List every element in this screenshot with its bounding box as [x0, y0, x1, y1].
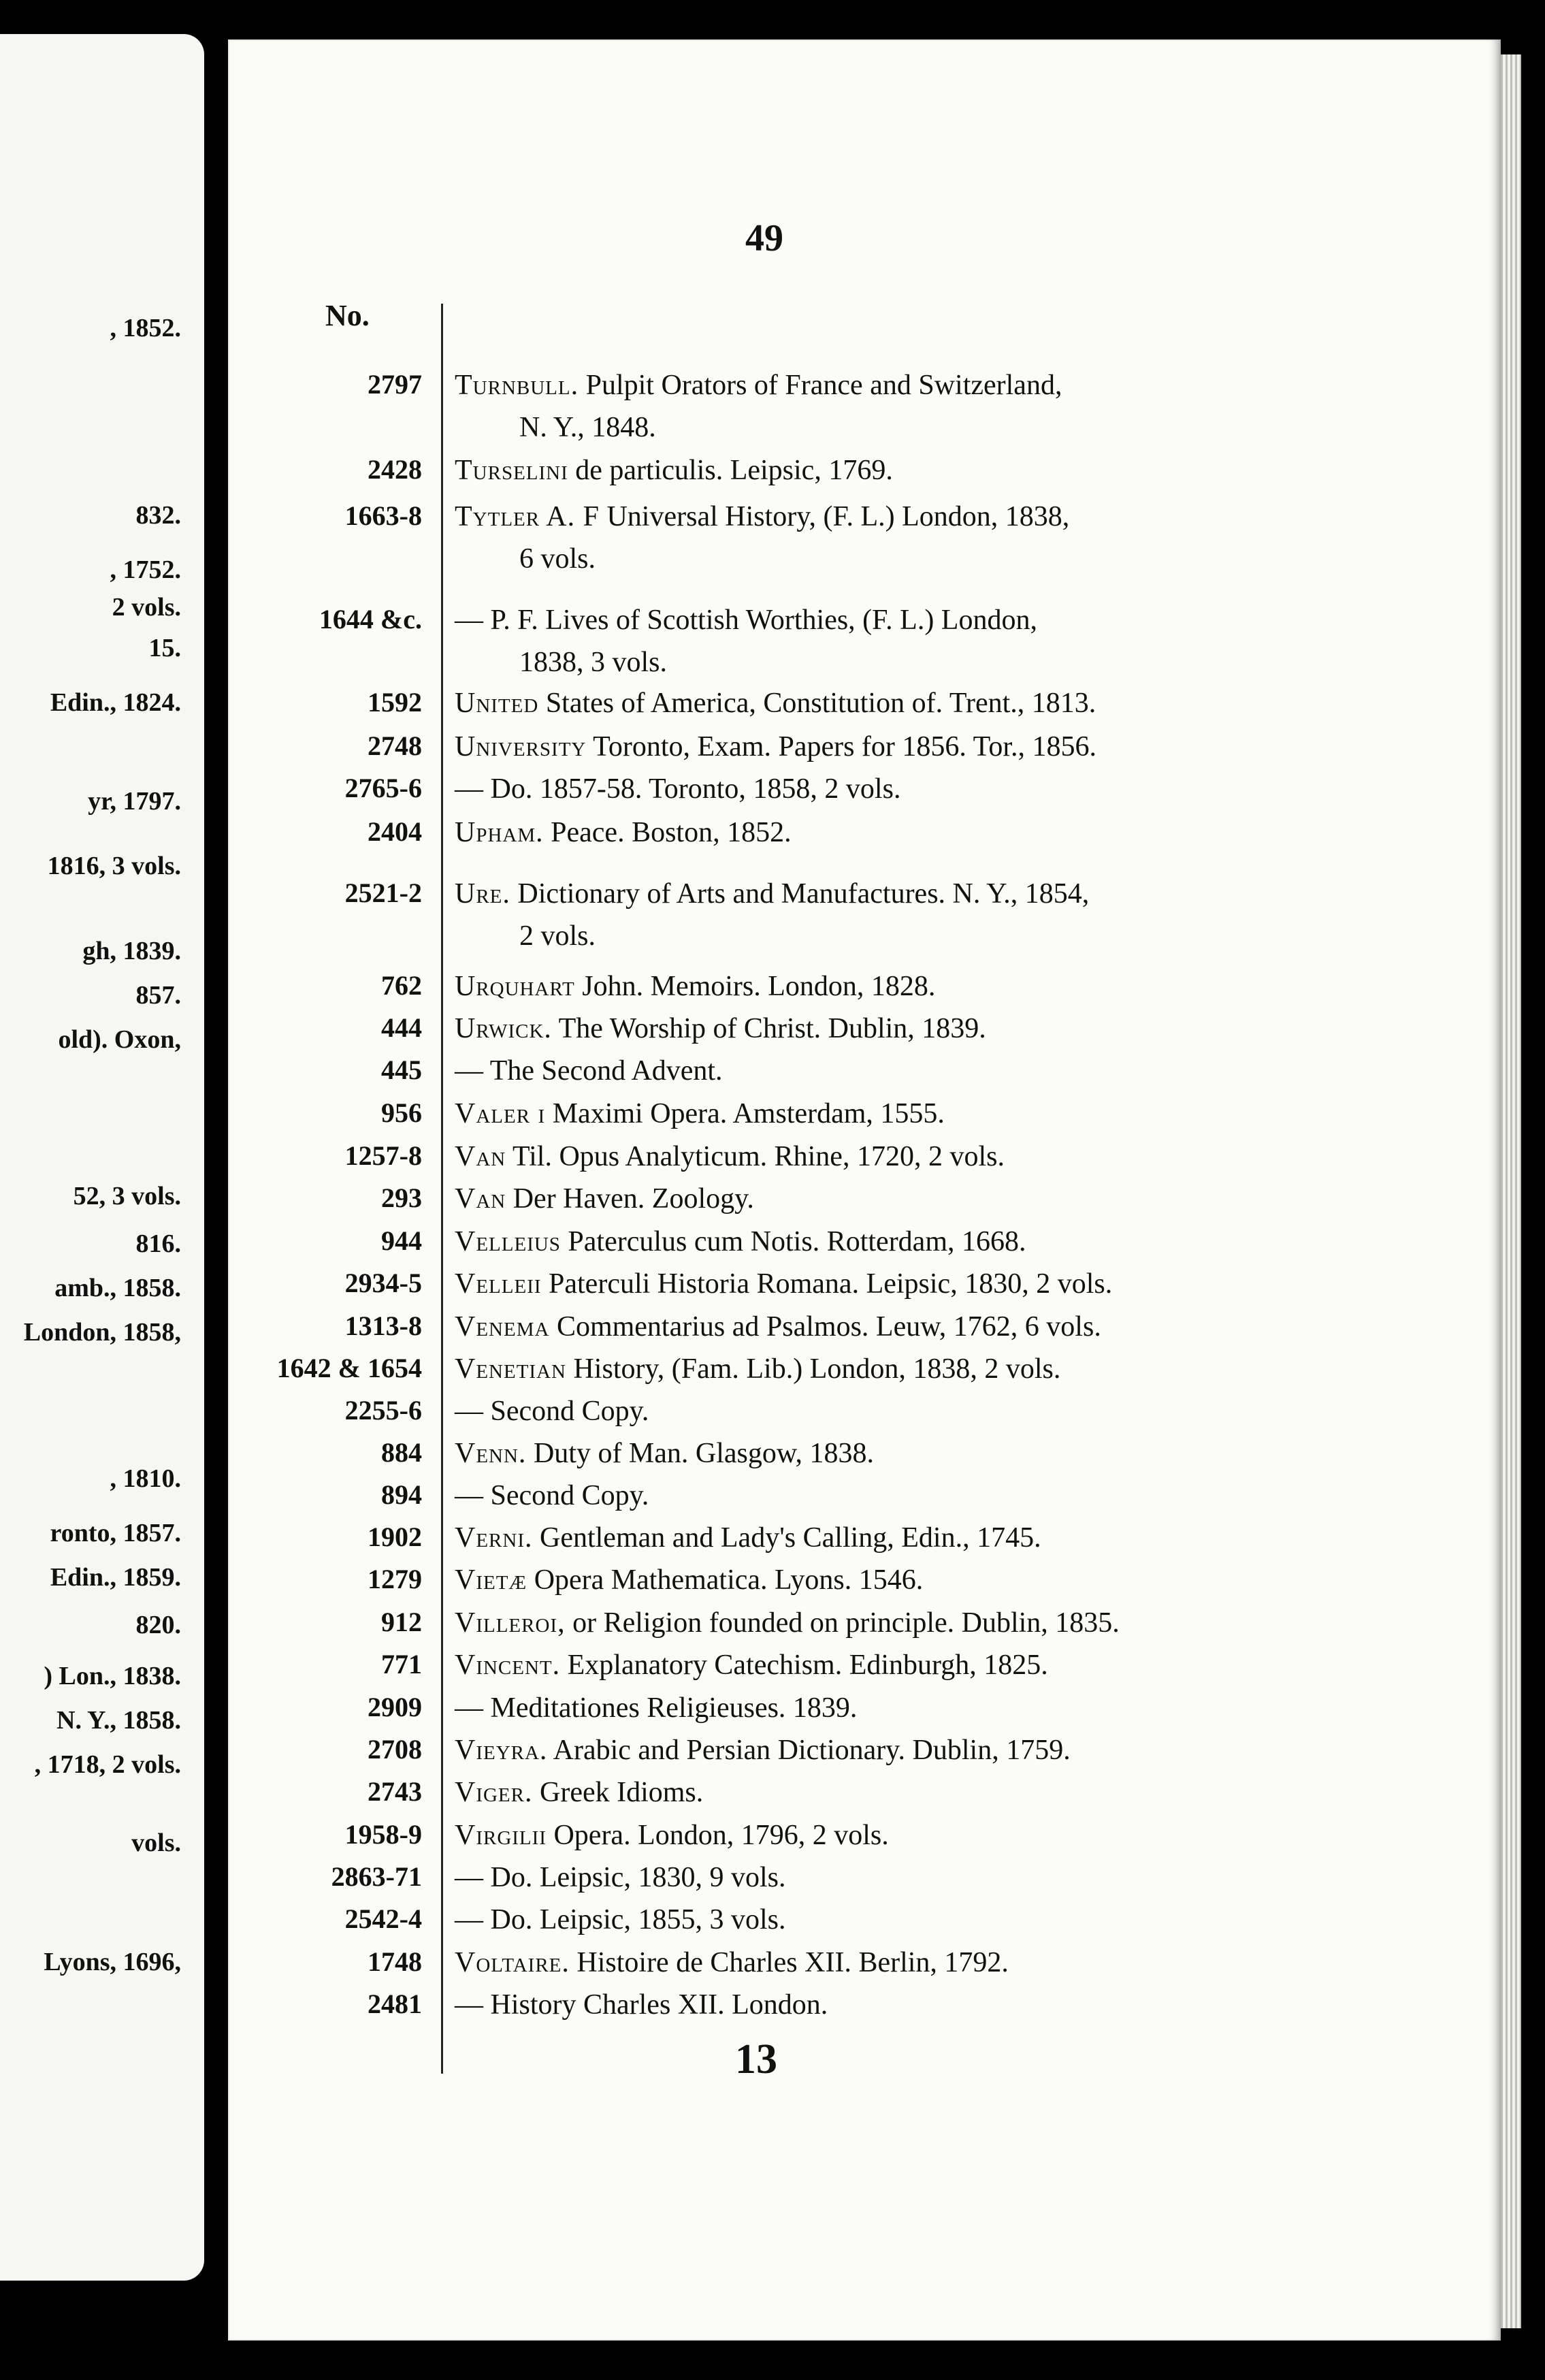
entry-number: 2765-6 [344, 773, 422, 803]
left-page-text-fragment: old). Oxon, [58, 1025, 181, 1054]
entry-text [455, 768, 1268, 810]
entry-heading: Voltaire. [455, 1947, 570, 1978]
entry-text [455, 1899, 1268, 1941]
left-page-text-fragment: 2 vols. [112, 593, 181, 622]
entry-heading: Van [455, 1183, 506, 1215]
entry-number: 912 [381, 1607, 422, 1637]
entry-continuation: 6 vols. [519, 543, 596, 575]
entry-heading: Urwick. [455, 1013, 552, 1044]
entry-heading: Turselini [455, 455, 568, 486]
entry-number: 444 [381, 1012, 422, 1043]
entry-body: Paterculus cum Notis. Rotterdam, 1668. [560, 1226, 1026, 1257]
column-header-no: No. [325, 299, 370, 332]
entry-text [455, 1050, 1268, 1092]
entry-body: Gentleman and Lady's Calling, Edin., 1745. [532, 1522, 1041, 1554]
entry-number: 762 [381, 970, 422, 1001]
entry-body: Maximi Opera. Amsterdam, 1555. [545, 1098, 945, 1129]
entry-heading: Vietæ [455, 1564, 527, 1596]
entry-body: Histoire de Charles XII. Berlin, 1792. [569, 1947, 1009, 1978]
entry-body: — Do. Leipsic, 1830, 9 vols. [455, 1862, 786, 1893]
entry-heading: United [455, 688, 539, 719]
entry-body: Paterculi Historia Romana. Leipsic, 1830, 2 vols. [541, 1268, 1113, 1300]
entry-number: 2521-2 [344, 878, 422, 908]
entry-number: 2708 [368, 1734, 422, 1765]
entry-number: 944 [381, 1225, 422, 1256]
entry-heading: Venetian [455, 1353, 566, 1385]
entry-heading: Velleius [455, 1226, 561, 1257]
entry-body: Pulpit Orators of France and Switzerland, [579, 370, 1062, 401]
entry-body: Der Haven. Zoology. [506, 1183, 754, 1215]
entry-heading: Upham. [455, 817, 544, 848]
entry-body: — Do. 1857-58. Toronto, 1858, 2 vols. [455, 773, 901, 805]
entry-body: Toronto, Exam. Papers for 1856. Tor., 1856. [586, 731, 1097, 762]
left-page-text-fragment: amb., 1858. [54, 1274, 181, 1302]
left-page-text-fragment: , 1718, 2 vols. [34, 1750, 181, 1779]
entry-text [455, 1390, 1268, 1432]
entry-heading: Vieyra. [455, 1735, 548, 1766]
entry-text [455, 726, 1268, 768]
entry-heading: Urquhart [455, 971, 575, 1002]
left-page-text-fragment: Edin., 1824. [50, 688, 181, 717]
left-page-text-fragment: 52, 3 vols. [73, 1182, 181, 1210]
entry-heading: Venema [455, 1311, 550, 1342]
left-page-text-fragment: , 1810. [110, 1464, 181, 1493]
entry-heading: University [455, 731, 587, 762]
entry-text [455, 1559, 1268, 1601]
entry-number: 1257-8 [344, 1140, 422, 1171]
left-page-text-fragment: 816. [135, 1229, 181, 1258]
left-page-text-fragment: 857. [135, 981, 181, 1010]
entry-number: 2934-5 [344, 1268, 422, 1298]
entry-heading: Van [455, 1141, 506, 1172]
entry-text [455, 449, 1268, 492]
entry-continuation: N. Y., 1848. [519, 412, 656, 443]
entry-text [455, 496, 1268, 580]
entry-body: Universal History, (F. L.) London, 1838, [599, 501, 1070, 532]
entry-text [455, 1008, 1268, 1050]
entry-number: 1748 [368, 1946, 422, 1977]
entry-number: 1279 [368, 1564, 422, 1594]
entry-text [455, 965, 1268, 1008]
entry-text [455, 1644, 1268, 1686]
entry-body: Opera Mathematica. Lyons. 1546. [527, 1564, 924, 1596]
entry-number: 956 [381, 1097, 422, 1128]
entry-number: 2481 [368, 1989, 422, 2019]
entry-heading: Verni. [455, 1522, 533, 1554]
entry-number: 293 [381, 1183, 422, 1213]
entry-body: History, (Fam. Lib.) London, 1838, 2 vols. [566, 1353, 1061, 1385]
entry-text [455, 1814, 1268, 1856]
entry-text [455, 599, 1268, 684]
left-page-text-fragment: , 1752. [110, 556, 181, 584]
left-page-text-fragment: , 1852. [110, 314, 181, 342]
entry-body: — History Charles XII. London. [455, 1989, 828, 2021]
signature-mark: 13 [735, 2036, 777, 2082]
entry-body: — The Second Advent. [455, 1055, 723, 1087]
entry-heading: Velleii [455, 1268, 542, 1300]
entry-text [455, 1517, 1268, 1559]
entry-heading: Virgilii [455, 1820, 547, 1851]
left-page-text-fragment: ) Lon., 1838. [44, 1662, 181, 1690]
entry-number: 771 [381, 1649, 422, 1679]
entry-number: 1902 [368, 1522, 422, 1552]
entry-number: 2797 [368, 369, 422, 400]
entry-text [455, 1687, 1268, 1729]
entry-body: Commentarius ad Psalmos. Leuw, 1762, 6 vols. [549, 1311, 1101, 1342]
entry-number: 884 [381, 1437, 422, 1468]
entry-number: 2428 [368, 454, 422, 485]
left-page-text-fragment: 15. [148, 634, 181, 662]
entry-body: — Do. Leipsic, 1855, 3 vols. [455, 1904, 786, 1935]
entry-number: 2909 [368, 1692, 422, 1722]
entry-text [455, 1263, 1268, 1305]
entry-number: 445 [381, 1055, 422, 1085]
entry-number: 1644 &c. [319, 604, 422, 634]
entry-number: 2542-4 [344, 1903, 422, 1934]
left-page-text-fragment: Lyons, 1696, [44, 1948, 181, 1976]
entry-body: Duty of Man. Glasgow, 1838. [526, 1438, 874, 1469]
entry-number: 2748 [368, 730, 422, 761]
left-page-text-fragment: 1816, 3 vols. [47, 852, 181, 880]
entry-heading: Tytler A. F [455, 501, 600, 532]
entry-text [455, 1984, 1268, 2026]
entry-heading: Viger. [455, 1777, 533, 1808]
entry-heading: Venn. [455, 1438, 527, 1469]
entry-body: Opera. London, 1796, 2 vols. [546, 1820, 889, 1851]
left-page-text-fragment: gh, 1839. [82, 937, 181, 965]
entry-number: 1958-9 [344, 1819, 422, 1850]
entry-number: 2743 [368, 1776, 422, 1807]
previous-page-fragment [0, 34, 204, 2281]
entry-text [455, 682, 1268, 724]
entry-text [455, 1729, 1268, 1771]
entry-text [455, 873, 1268, 957]
entry-text [455, 364, 1268, 449]
entry-body: de particulis. Leipsic, 1769. [568, 455, 893, 486]
entry-heading: Vincent. [455, 1650, 561, 1681]
left-page-text-fragment: N. Y., 1858. [56, 1706, 181, 1735]
entry-heading: Valer i [455, 1098, 546, 1129]
entry-continuation: 2 vols. [519, 920, 596, 952]
left-page-text-fragment: yr, 1797. [88, 787, 181, 816]
entry-heading: Turnbull. [455, 370, 579, 401]
left-page-text-fragment: 832. [135, 501, 181, 530]
entry-body: Arabic and Persian Dictionary. Dublin, 1759. [547, 1735, 1071, 1766]
left-page-text-fragment: Edin., 1859. [50, 1563, 181, 1592]
entry-body: — P. F. Lives of Scottish Worthies, (F. L.) London, [455, 605, 1037, 636]
entry-text [455, 1348, 1268, 1390]
left-page-text-fragment: London, 1858, [23, 1318, 181, 1347]
entry-body: — Meditationes Religieuses. 1839. [455, 1692, 858, 1724]
entry-number: 2863-71 [331, 1861, 422, 1892]
entry-text [455, 1942, 1268, 1984]
entry-number: 1642 & 1654 [276, 1353, 422, 1383]
entry-text [455, 1093, 1268, 1135]
left-page-text-fragment: vols. [131, 1829, 181, 1857]
entry-body: Til. Opus Analyticum. Rhine, 1720, 2 vols. [506, 1141, 1005, 1172]
left-page-text-fragment: ronto, 1857. [50, 1519, 181, 1547]
entry-body: The Worship of Christ. Dublin, 1839. [551, 1013, 986, 1044]
entry-heading: Villeroi, [455, 1607, 566, 1639]
entry-body: Explanatory Catechism. Edinburgh, 1825. [560, 1650, 1048, 1681]
entry-text [455, 1178, 1268, 1220]
entry-number: 894 [381, 1479, 422, 1510]
entry-text [455, 1221, 1268, 1263]
entry-text [455, 811, 1268, 854]
entry-text [455, 1136, 1268, 1178]
entry-number: 2404 [368, 816, 422, 847]
entry-heading: Ure. [455, 878, 510, 910]
entry-text [455, 1602, 1268, 1644]
entry-text [455, 1306, 1268, 1348]
column-divider [441, 304, 443, 2074]
page-edge [1501, 54, 1521, 2328]
entry-body: — Second Copy. [455, 1480, 649, 1511]
entry-number: 1663-8 [344, 500, 422, 531]
entry-text [455, 1856, 1268, 1899]
entry-body: John. Memoirs. London, 1828. [574, 971, 936, 1002]
entry-body: Dictionary of Arts and Manufactures. N. Y., 1854, [510, 878, 1090, 910]
entry-body: — Second Copy. [455, 1396, 649, 1427]
entry-body: or Religion founded on principle. Dublin, 1835. [565, 1607, 1120, 1639]
entry-text [455, 1771, 1268, 1814]
entry-text [455, 1475, 1268, 1517]
entry-text [455, 1432, 1268, 1475]
entry-number: 1313-8 [344, 1310, 422, 1341]
entry-body: Greek Idioms. [532, 1777, 704, 1808]
left-page-text-fragment: 820. [135, 1611, 181, 1639]
entry-continuation: 1838, 3 vols. [519, 647, 668, 678]
page-number: 49 [745, 217, 783, 259]
entry-body: Peace. Boston, 1852. [543, 817, 792, 848]
entry-number: 2255-6 [344, 1395, 422, 1426]
entry-number: 1592 [368, 687, 422, 718]
entry-body: States of America, Constitution of. Trent., 1813. [538, 688, 1096, 719]
